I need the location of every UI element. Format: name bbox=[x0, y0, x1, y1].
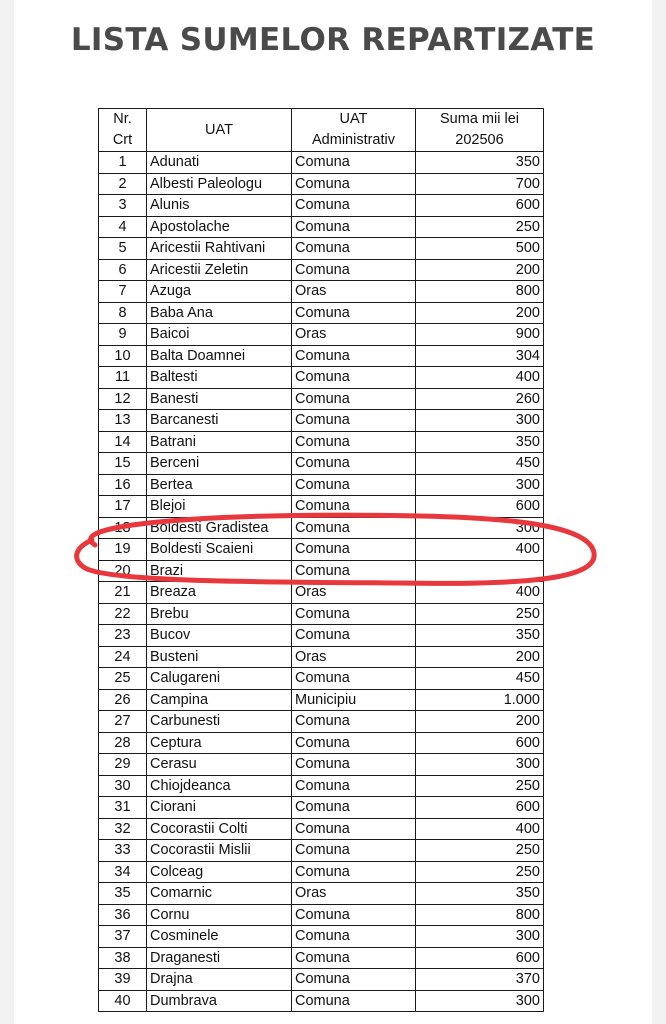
cell-suma: 700 bbox=[416, 173, 544, 195]
cell-uat: Breaza bbox=[147, 582, 292, 604]
table-row bbox=[99, 367, 544, 389]
cell-suma: 200 bbox=[416, 646, 544, 668]
cell-uat: Baltesti bbox=[147, 367, 292, 389]
cell-uat: Campina bbox=[147, 689, 292, 711]
table-row bbox=[99, 496, 544, 518]
cell-uat-type: Comuna bbox=[292, 775, 416, 797]
table-row bbox=[99, 926, 544, 948]
cell-suma: 200 bbox=[416, 711, 544, 733]
cell-uat: Drajna bbox=[147, 969, 292, 991]
cell-nr: 5 bbox=[99, 238, 147, 260]
cell-suma: 200 bbox=[416, 259, 544, 281]
table-row bbox=[99, 302, 544, 324]
table-row bbox=[99, 775, 544, 797]
cell-uat-type: Comuna bbox=[292, 840, 416, 862]
cell-nr: 25 bbox=[99, 668, 147, 690]
cell-nr: 13 bbox=[99, 410, 147, 432]
table-row bbox=[99, 388, 544, 410]
cell-suma: 300 bbox=[416, 990, 544, 1012]
cell-nr: 32 bbox=[99, 818, 147, 840]
cell-uat-type: Comuna bbox=[292, 969, 416, 991]
cell-uat-type: Comuna bbox=[292, 453, 416, 475]
table-row bbox=[99, 410, 544, 432]
cell-uat-type: Comuna bbox=[292, 818, 416, 840]
sums-table bbox=[98, 108, 544, 1012]
cell-nr: 20 bbox=[99, 560, 147, 582]
cell-suma: 250 bbox=[416, 840, 544, 862]
cell-uat: Baicoi bbox=[147, 324, 292, 346]
cell-suma: 450 bbox=[416, 668, 544, 690]
table-row bbox=[99, 883, 544, 905]
cell-uat-type: Comuna bbox=[292, 152, 416, 174]
cell-suma: 600 bbox=[416, 496, 544, 518]
table-row bbox=[99, 969, 544, 991]
cell-suma: 300 bbox=[416, 754, 544, 776]
cell-uat: Cerasu bbox=[147, 754, 292, 776]
cell-suma: 300 bbox=[416, 926, 544, 948]
cell-uat: Cosminele bbox=[147, 926, 292, 948]
cell-uat-type: Comuna bbox=[292, 195, 416, 217]
cell-uat-type: Comuna bbox=[292, 173, 416, 195]
cell-uat: Alunis bbox=[147, 195, 292, 217]
cell-suma: 350 bbox=[416, 625, 544, 647]
cell-suma: 200 bbox=[416, 302, 544, 324]
table-row bbox=[99, 431, 544, 453]
cell-uat-type: Comuna bbox=[292, 668, 416, 690]
cell-uat: Brazi bbox=[147, 560, 292, 582]
cell-suma: 900 bbox=[416, 324, 544, 346]
cell-uat: Draganesti bbox=[147, 947, 292, 969]
table-row bbox=[99, 281, 544, 303]
cell-uat: Colceag bbox=[147, 861, 292, 883]
cell-nr: 28 bbox=[99, 732, 147, 754]
cell-nr: 15 bbox=[99, 453, 147, 475]
cell-uat: Apostolache bbox=[147, 216, 292, 238]
table-row bbox=[99, 152, 544, 174]
cell-uat: Azuga bbox=[147, 281, 292, 303]
cell-suma: 400 bbox=[416, 367, 544, 389]
cell-uat-type: Comuna bbox=[292, 238, 416, 260]
cell-uat: Baba Ana bbox=[147, 302, 292, 324]
table-row bbox=[99, 754, 544, 776]
cell-uat: Calugareni bbox=[147, 668, 292, 690]
table-row bbox=[99, 732, 544, 754]
table-row bbox=[99, 689, 544, 711]
cell-uat-type: Comuna bbox=[292, 302, 416, 324]
cell-nr: 30 bbox=[99, 775, 147, 797]
table-row bbox=[99, 668, 544, 690]
cell-uat-type: Comuna bbox=[292, 711, 416, 733]
table-row bbox=[99, 861, 544, 883]
cell-uat-type: Comuna bbox=[292, 947, 416, 969]
cell-uat-type: Comuna bbox=[292, 539, 416, 561]
table-row bbox=[99, 904, 544, 926]
table-row bbox=[99, 259, 544, 281]
table-row bbox=[99, 195, 544, 217]
cell-nr: 17 bbox=[99, 496, 147, 518]
cell-uat: Cornu bbox=[147, 904, 292, 926]
table-row bbox=[99, 517, 544, 539]
cell-uat-type: Comuna bbox=[292, 388, 416, 410]
cell-uat: Dumbrava bbox=[147, 990, 292, 1012]
header-suma: Suma mii lei 202506 bbox=[416, 109, 544, 152]
cell-uat: Comarnic bbox=[147, 883, 292, 905]
cell-uat: Berceni bbox=[147, 453, 292, 475]
cell-nr: 39 bbox=[99, 969, 147, 991]
cell-nr: 2 bbox=[99, 173, 147, 195]
cell-uat: Busteni bbox=[147, 646, 292, 668]
cell-nr: 40 bbox=[99, 990, 147, 1012]
cell-nr: 16 bbox=[99, 474, 147, 496]
table-row bbox=[99, 324, 544, 346]
cell-uat: Brebu bbox=[147, 603, 292, 625]
cell-suma: 250 bbox=[416, 603, 544, 625]
cell-uat-type: Oras bbox=[292, 646, 416, 668]
cell-suma: 350 bbox=[416, 152, 544, 174]
cell-uat: Bucov bbox=[147, 625, 292, 647]
cell-uat-type: Comuna bbox=[292, 496, 416, 518]
cell-suma: 250 bbox=[416, 775, 544, 797]
table-row bbox=[99, 797, 544, 819]
cell-nr: 24 bbox=[99, 646, 147, 668]
cell-suma: 400 bbox=[416, 818, 544, 840]
cell-suma: 400 bbox=[416, 539, 544, 561]
cell-uat: Bertea bbox=[147, 474, 292, 496]
cell-uat: Ceptura bbox=[147, 732, 292, 754]
table-row bbox=[99, 539, 544, 561]
cell-uat-type: Comuna bbox=[292, 797, 416, 819]
table-row bbox=[99, 840, 544, 862]
table-row bbox=[99, 453, 544, 475]
cell-suma: 350 bbox=[416, 431, 544, 453]
cell-uat-type: Comuna bbox=[292, 732, 416, 754]
table-row bbox=[99, 345, 544, 367]
cell-suma: 1.000 bbox=[416, 689, 544, 711]
table-row bbox=[99, 711, 544, 733]
cell-nr: 37 bbox=[99, 926, 147, 948]
cell-uat-type: Comuna bbox=[292, 861, 416, 883]
cell-uat-type: Oras bbox=[292, 324, 416, 346]
cell-nr: 29 bbox=[99, 754, 147, 776]
cell-uat-type: Oras bbox=[292, 883, 416, 905]
cell-uat: Aricestii Rahtivani bbox=[147, 238, 292, 260]
header-nr-crt: Nr. Crt bbox=[99, 109, 147, 152]
cell-nr: 34 bbox=[99, 861, 147, 883]
cell-nr: 21 bbox=[99, 582, 147, 604]
cell-uat-type: Comuna bbox=[292, 410, 416, 432]
cell-suma: 450 bbox=[416, 453, 544, 475]
cell-nr: 19 bbox=[99, 539, 147, 561]
cell-suma: 300 bbox=[416, 410, 544, 432]
cell-uat: Chiojdeanca bbox=[147, 775, 292, 797]
table-row bbox=[99, 818, 544, 840]
cell-nr: 6 bbox=[99, 259, 147, 281]
table-row bbox=[99, 947, 544, 969]
table-row bbox=[99, 474, 544, 496]
cell-uat: Blejoi bbox=[147, 496, 292, 518]
cell-nr: 27 bbox=[99, 711, 147, 733]
cell-uat-type: Comuna bbox=[292, 926, 416, 948]
cell-suma: 600 bbox=[416, 732, 544, 754]
cell-uat-type: Comuna bbox=[292, 474, 416, 496]
cell-suma: 500 bbox=[416, 238, 544, 260]
cell-uat-type: Comuna bbox=[292, 560, 416, 582]
cell-uat: Adunati bbox=[147, 152, 292, 174]
cell-uat: Boldesti Gradistea bbox=[147, 517, 292, 539]
cell-uat-type: Comuna bbox=[292, 259, 416, 281]
cell-nr: 18 bbox=[99, 517, 147, 539]
cell-suma: 600 bbox=[416, 947, 544, 969]
table-row bbox=[99, 560, 544, 582]
cell-nr: 14 bbox=[99, 431, 147, 453]
cell-suma bbox=[416, 560, 544, 582]
cell-uat-type: Comuna bbox=[292, 431, 416, 453]
cell-uat: Albesti Paleologu bbox=[147, 173, 292, 195]
cell-suma: 250 bbox=[416, 216, 544, 238]
cell-uat: Batrani bbox=[147, 431, 292, 453]
table-row bbox=[99, 582, 544, 604]
cell-nr: 8 bbox=[99, 302, 147, 324]
cell-nr: 31 bbox=[99, 797, 147, 819]
cell-uat-type: Comuna bbox=[292, 216, 416, 238]
cell-uat-type: Comuna bbox=[292, 603, 416, 625]
cell-nr: 38 bbox=[99, 947, 147, 969]
cell-uat-type: Oras bbox=[292, 281, 416, 303]
cell-nr: 9 bbox=[99, 324, 147, 346]
table-row bbox=[99, 625, 544, 647]
cell-suma: 800 bbox=[416, 904, 544, 926]
cell-uat: Banesti bbox=[147, 388, 292, 410]
cell-nr: 33 bbox=[99, 840, 147, 862]
cell-nr: 1 bbox=[99, 152, 147, 174]
cell-uat: Barcanesti bbox=[147, 410, 292, 432]
cell-uat-type: Oras bbox=[292, 582, 416, 604]
cell-nr: 3 bbox=[99, 195, 147, 217]
cell-suma: 350 bbox=[416, 883, 544, 905]
cell-nr: 22 bbox=[99, 603, 147, 625]
header-uat-administrativ: UAT Administrativ bbox=[292, 109, 416, 152]
cell-nr: 7 bbox=[99, 281, 147, 303]
cell-suma: 260 bbox=[416, 388, 544, 410]
cell-nr: 10 bbox=[99, 345, 147, 367]
page-title: LISTA SUMELOR REPARTIZATE bbox=[70, 22, 596, 58]
cell-uat: Cocorastii Colti bbox=[147, 818, 292, 840]
table-row bbox=[99, 646, 544, 668]
cell-uat: Cocorastii Mislii bbox=[147, 840, 292, 862]
cell-suma: 370 bbox=[416, 969, 544, 991]
cell-suma: 600 bbox=[416, 797, 544, 819]
cell-nr: 36 bbox=[99, 904, 147, 926]
cell-nr: 12 bbox=[99, 388, 147, 410]
cell-suma: 300 bbox=[416, 517, 544, 539]
cell-nr: 23 bbox=[99, 625, 147, 647]
cell-uat: Balta Doamnei bbox=[147, 345, 292, 367]
cell-uat: Aricestii Zeletin bbox=[147, 259, 292, 281]
cell-uat-type: Comuna bbox=[292, 517, 416, 539]
table-row bbox=[99, 173, 544, 195]
cell-uat-type: Comuna bbox=[292, 367, 416, 389]
cell-nr: 35 bbox=[99, 883, 147, 905]
cell-uat-type: Comuna bbox=[292, 904, 416, 926]
cell-nr: 26 bbox=[99, 689, 147, 711]
cell-suma: 800 bbox=[416, 281, 544, 303]
cell-suma: 300 bbox=[416, 474, 544, 496]
table-row bbox=[99, 990, 544, 1012]
cell-suma: 600 bbox=[416, 195, 544, 217]
cell-suma: 400 bbox=[416, 582, 544, 604]
cell-uat-type: Comuna bbox=[292, 990, 416, 1012]
cell-uat-type: Comuna bbox=[292, 625, 416, 647]
table-row bbox=[99, 216, 544, 238]
cell-nr: 11 bbox=[99, 367, 147, 389]
cell-uat-type: Comuna bbox=[292, 754, 416, 776]
table-row bbox=[99, 238, 544, 260]
table-header-row bbox=[99, 109, 544, 152]
table-row bbox=[99, 603, 544, 625]
cell-uat-type: Municipiu bbox=[292, 689, 416, 711]
cell-uat-type: Comuna bbox=[292, 345, 416, 367]
cell-uat: Boldesti Scaieni bbox=[147, 539, 292, 561]
header-uat: UAT bbox=[147, 109, 292, 152]
cell-nr: 4 bbox=[99, 216, 147, 238]
cell-uat: Carbunesti bbox=[147, 711, 292, 733]
cell-suma: 250 bbox=[416, 861, 544, 883]
cell-uat: Ciorani bbox=[147, 797, 292, 819]
cell-suma: 304 bbox=[416, 345, 544, 367]
